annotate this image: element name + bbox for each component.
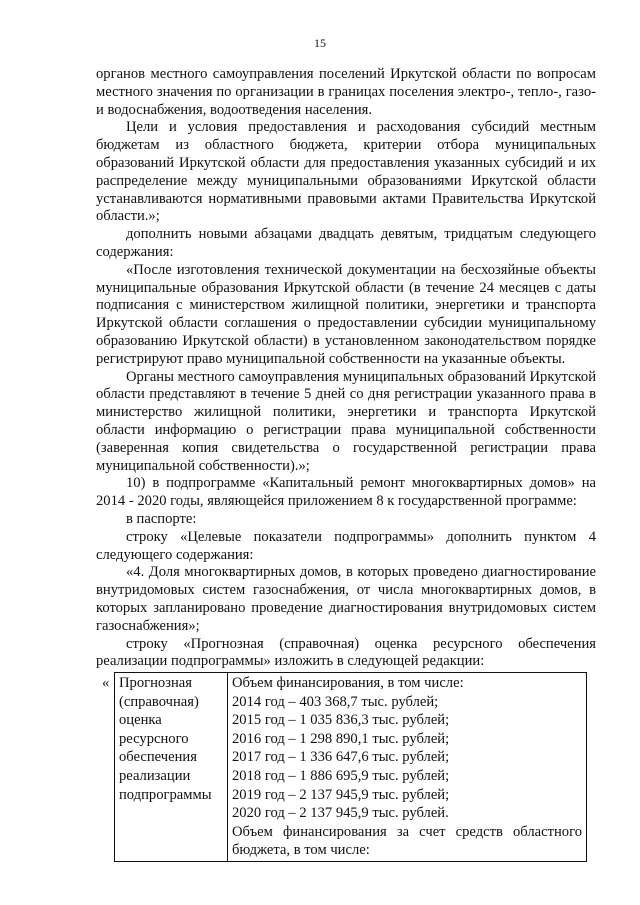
open-quote: « xyxy=(102,675,110,691)
funding-year-2018: 2018 год – 1 886 695,9 тыс. рублей; xyxy=(232,767,450,784)
paragraph-2: Цели и условия предоставления и расходования субсидий местным бюджетам из областного бюджета, критерии отбора муниципальных образований Иркутской области для предоставления указанных субсидий и их распределение между муниципальными образованиями Иркутской области устанавливаются нормативными правовыми актами Правительства Иркутской области.»; xyxy=(96,119,596,225)
funding-year-2019: 2019 год – 2 137 945,9 тыс. рублей; xyxy=(232,786,450,803)
table-row xyxy=(115,673,587,862)
paragraph-6: 10) в подпрограмме «Капитальный ремонт многоквартирных домов» на 2014 - 2020 годы, являющейся приложением 8 к государственной программе: xyxy=(96,475,596,510)
page-number: 15 xyxy=(314,36,326,50)
paragraph-4: «После изготовления технической документации на бесхозяйные объекты муниципальные образования Иркутской области (в течение 24 месяцев с даты подписания с министерством жилищной политики, энергетики и транспорта Иркутской области соглашения о предоставлении субсидии муниципальному образованию Иркутской области) в установленном законодательством порядке регистрируют право муниципальной собственности на указанные объекты. xyxy=(96,261,596,367)
funding-year-2017: 2017 год – 1 336 647,6 тыс. рублей; xyxy=(232,749,450,766)
paragraph-8: строку «Целевые показатели подпрограммы» дополнить пунктом 4 следующего содержания: xyxy=(96,528,596,563)
funding-header: Объем финансирования, в том числе: xyxy=(232,675,464,691)
paragraph-7: в паспорте: xyxy=(126,510,197,527)
paragraph-10: строку «Прогнозная (справочная) оценка ресурсного обеспечения реализации подпрограммы» изложить в следующей редакции: xyxy=(96,635,596,670)
table-label-cell: Прогнозная (справочная) оценка ресурсного обеспечения реализации подпрограммы xyxy=(115,673,228,862)
table-values-cell xyxy=(228,673,587,862)
regional-funding-header: Объем финансирования за счет средств областного бюджета, в том числе: xyxy=(232,823,582,859)
funding-year-2020: 2020 год – 2 137 945,9 тыс. рублей. xyxy=(232,805,449,822)
funding-year-2014: 2014 год – 403 368,7 тыс. рублей; xyxy=(232,693,439,710)
document-body xyxy=(96,66,596,671)
funding-year-2015: 2015 год – 1 035 836,3 тыс. рублей; xyxy=(232,712,450,729)
paragraph-9: «4. Доля многоквартирных домов, в которых проведено диагностирование внутридомовых систем газоснабжения, от числа многоквартирных домов, в которых запланировано проведение диагностирования внутридомовых систем газоснабжения»; xyxy=(96,564,596,634)
paragraph-5: Органы местного самоуправления муниципальных образований Иркутской области представляют в течение 5 дней со дня регистрации указанного права в министерство жилищной политики, энергетики и транспорта Иркутской области информацию о регистрации права муниципальной собственности (заверенная копия свидетельства о государственной регистрации права муниципальной собственности).»; xyxy=(96,368,596,474)
paragraph-1: органов местного самоуправления поселений Иркутской области по вопросам местного значения по организации в границах поселения электро-, тепло-, газо- и водоснабжения, водоотведения населения. xyxy=(96,66,596,118)
funding-year-2016: 2016 год – 1 298 890,1 тыс. рублей; xyxy=(232,730,450,747)
finance-table xyxy=(114,672,587,862)
paragraph-3: дополнить новыми абзацами двадцать девятым, тридцатым следующего содержания: xyxy=(96,226,596,260)
